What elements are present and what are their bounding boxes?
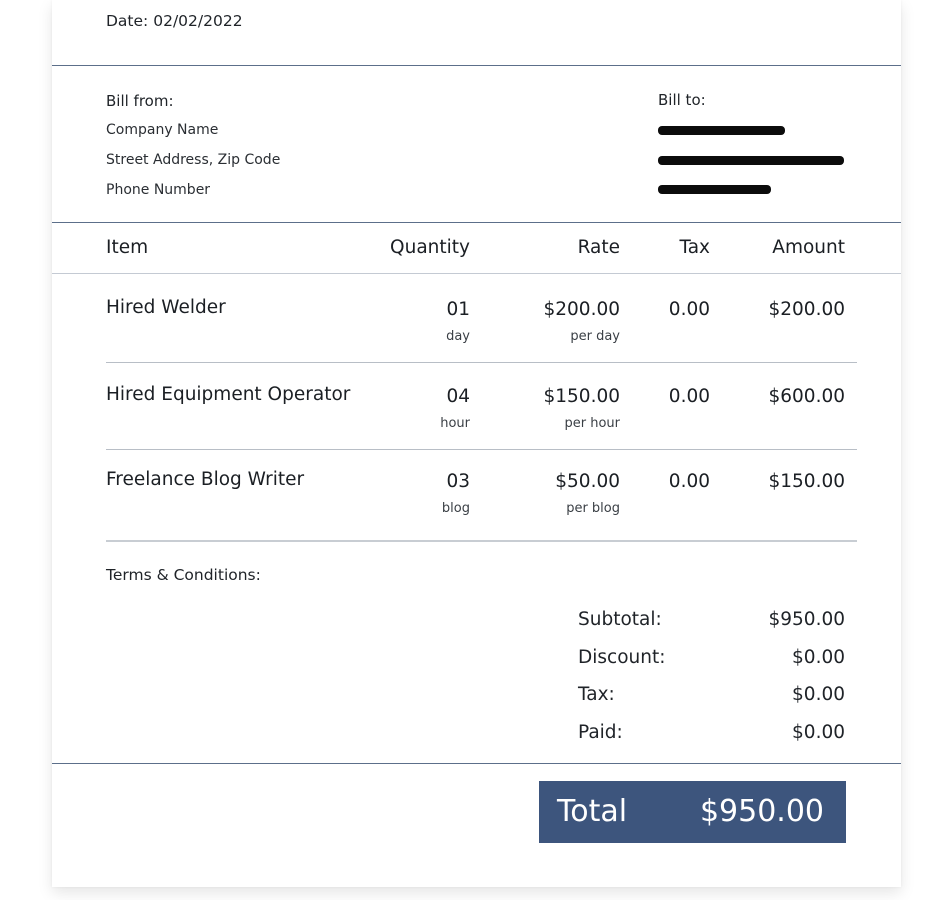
discount-label: Discount:	[578, 647, 666, 668]
row-amount: $200.00	[768, 299, 845, 320]
invoice-page	[52, 0, 901, 887]
bill-from-address: Street Address, Zip Code	[106, 152, 281, 168]
row-quantity: 04	[446, 386, 470, 407]
redacted-customer-name	[658, 126, 785, 135]
header-item: Item	[106, 237, 149, 258]
paid-label: Paid:	[578, 722, 623, 743]
row-item: Freelance Blog Writer	[106, 469, 305, 490]
terms-label: Terms & Conditions:	[106, 566, 261, 584]
header-quantity: Quantity	[390, 237, 470, 258]
row-quantity-unit: day	[446, 329, 470, 344]
header-amount: Amount	[772, 237, 845, 258]
bill-from-label: Bill from:	[106, 92, 174, 110]
date-value: 02/02/2022	[153, 12, 243, 30]
row-rate: $50.00	[555, 471, 620, 492]
bill-to-label: Bill to:	[658, 91, 706, 109]
tax-label: Tax:	[578, 684, 615, 705]
summary-divider	[52, 763, 901, 764]
row-rate: $150.00	[543, 386, 620, 407]
invoice-date	[106, 12, 243, 30]
bill-divider	[52, 222, 901, 223]
row-tax: 0.00	[668, 386, 710, 407]
table-header-divider	[52, 273, 901, 274]
row-amount: $600.00	[768, 386, 845, 407]
row-item: Hired Welder	[106, 297, 226, 318]
bill-from-company: Company Name	[106, 122, 219, 138]
row-rate-unit: per blog	[566, 501, 620, 516]
discount-value: $0.00	[792, 647, 845, 668]
row-rate-unit: per day	[570, 329, 620, 344]
row-quantity-unit: blog	[441, 501, 470, 516]
row-quantity: 01	[446, 299, 470, 320]
row-rate: $200.00	[543, 299, 620, 320]
tax-value: $0.00	[792, 684, 845, 705]
subtotal-label: Subtotal:	[578, 609, 662, 630]
redacted-customer-address	[658, 156, 844, 165]
row-amount: $150.00	[768, 471, 845, 492]
subtotal-value: $950.00	[768, 609, 845, 630]
header-rate: Rate	[577, 237, 620, 258]
row-divider	[106, 449, 857, 450]
total-box	[539, 781, 846, 843]
date-label: Date:	[106, 12, 149, 30]
row-quantity: 03	[446, 471, 470, 492]
redacted-customer-phone	[658, 185, 771, 194]
row-divider	[106, 362, 857, 363]
bill-from-phone: Phone Number	[106, 182, 211, 198]
header-tax: Tax	[679, 237, 710, 258]
paid-value: $0.00	[792, 722, 845, 743]
row-tax: 0.00	[668, 299, 710, 320]
row-rate-unit: per hour	[564, 416, 620, 431]
header-divider	[52, 65, 901, 66]
row-tax: 0.00	[668, 471, 710, 492]
row-quantity-unit: hour	[440, 416, 470, 431]
total-label: Total	[557, 794, 628, 829]
total-value: $950.00	[699, 794, 824, 829]
table-bottom-divider	[106, 540, 857, 542]
row-item: Hired Equipment Operator	[106, 384, 351, 405]
